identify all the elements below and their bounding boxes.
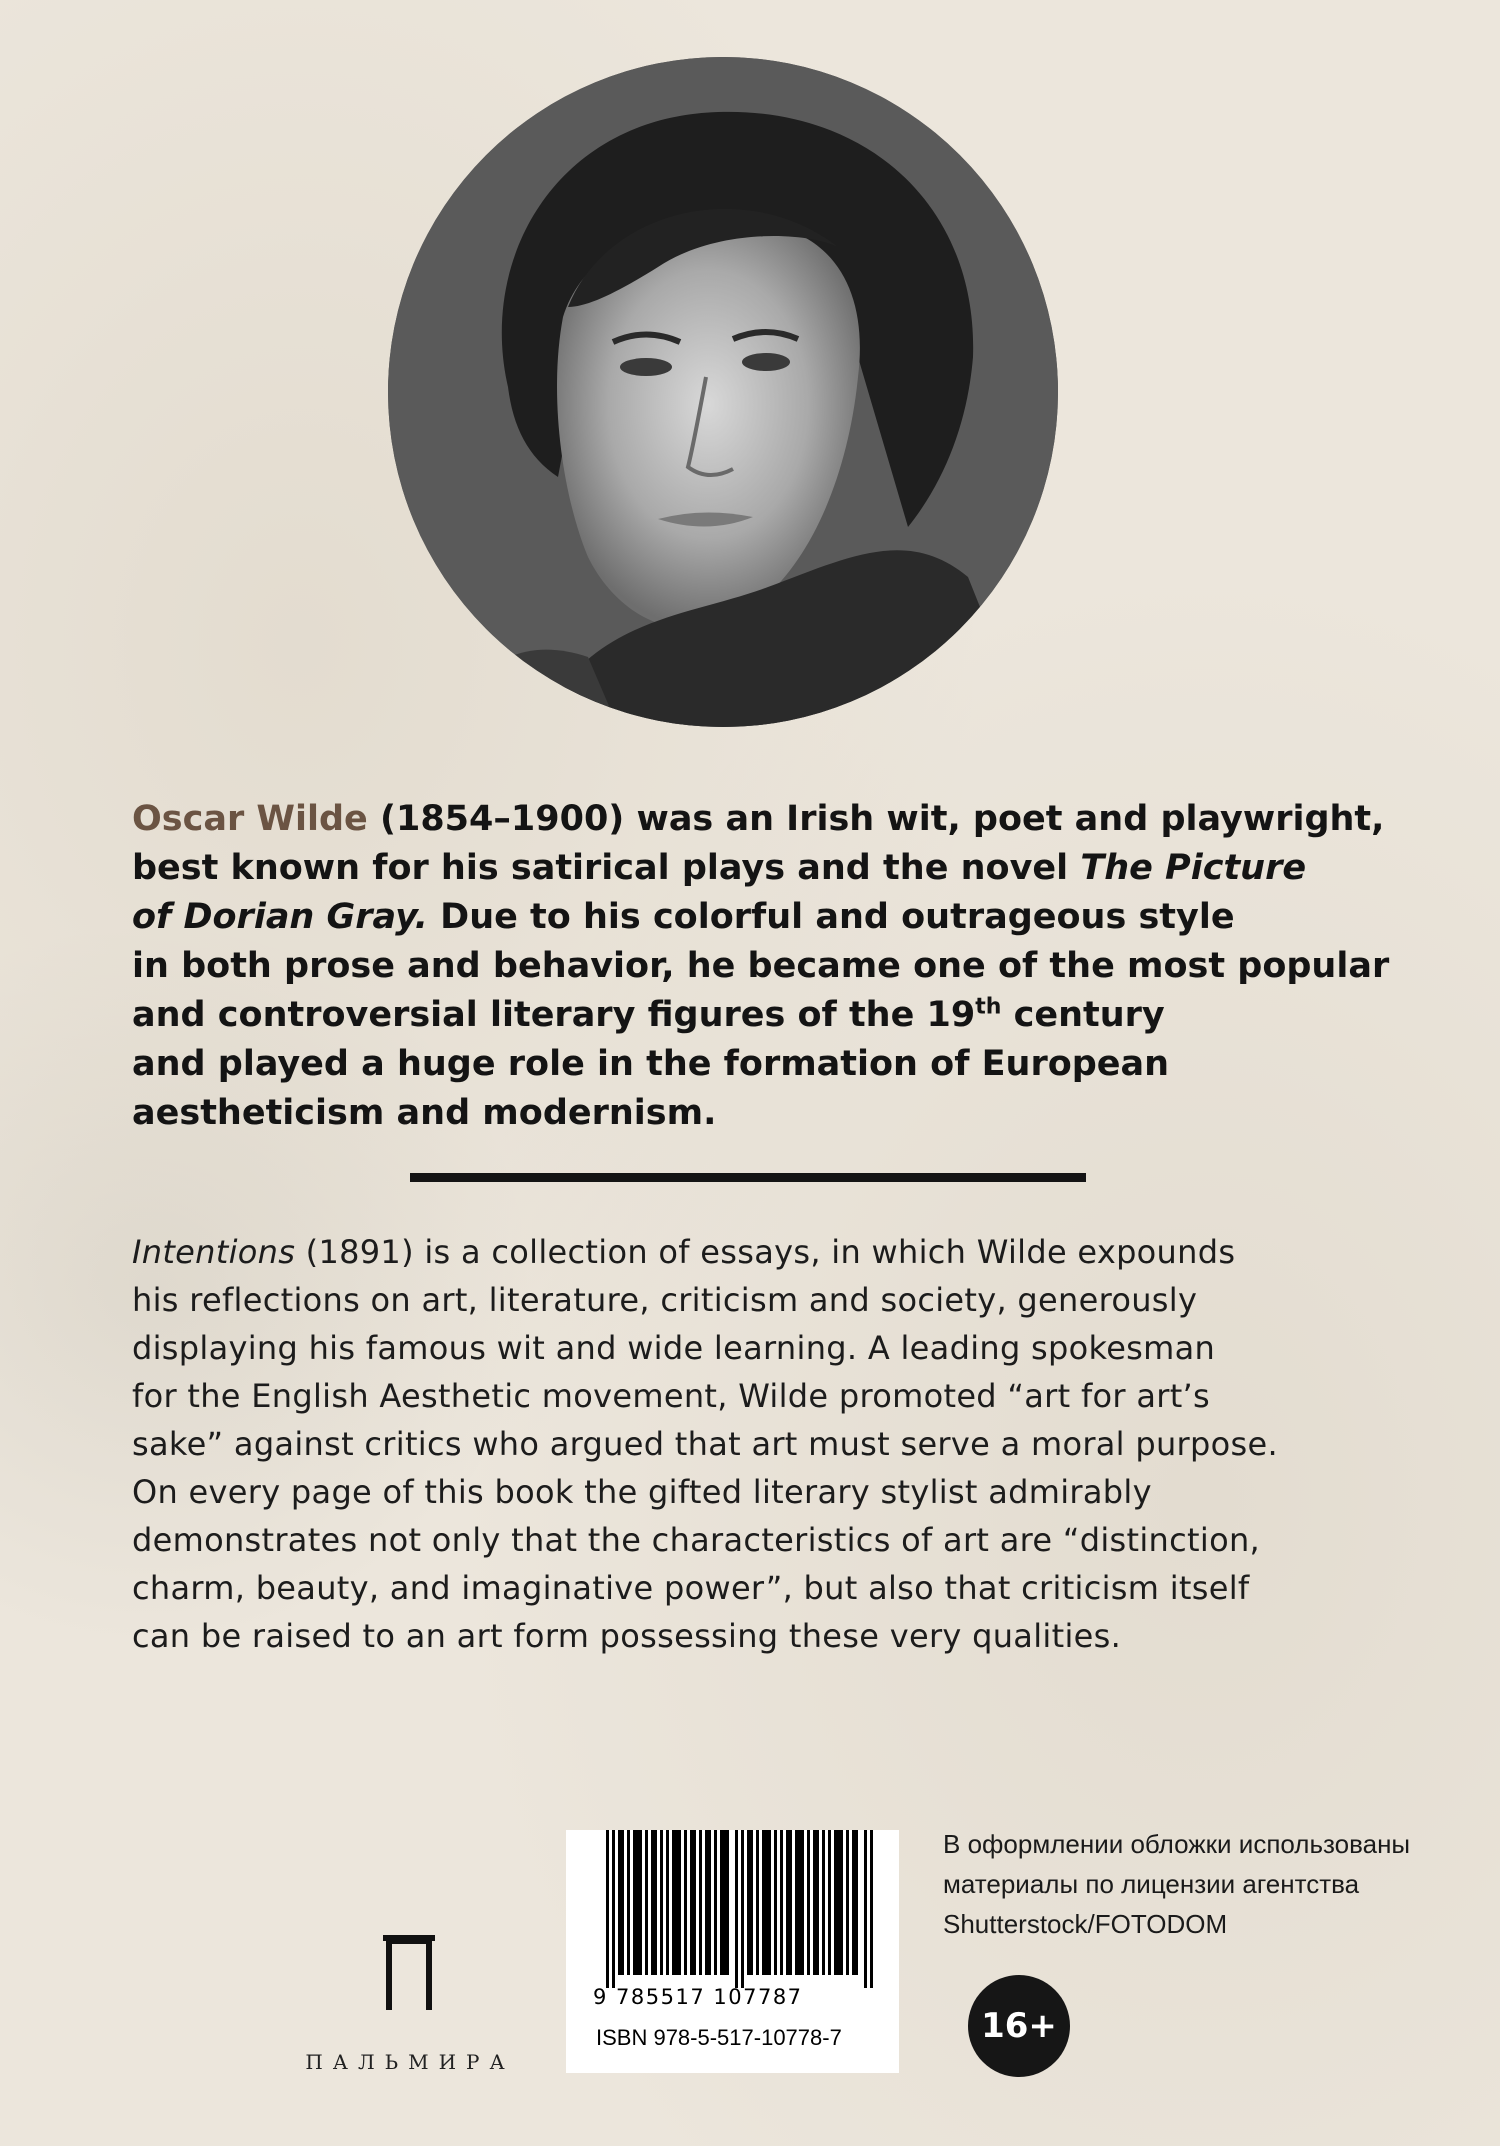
license-line: материалы по лицензии агентства bbox=[943, 1869, 1360, 1899]
license-line: Shutterstock/FOTODOM bbox=[943, 1909, 1228, 1939]
publisher-name: ПАЛЬМИРА bbox=[305, 2050, 515, 2074]
description-line: displaying his famous wit and wide learning. A leading spokesman bbox=[132, 1329, 1216, 1367]
barcode-digits: 9 785517 107787 bbox=[593, 1985, 803, 2009]
section-divider bbox=[410, 1173, 1086, 1182]
bio-line-2: best known for his satirical plays and the novel The Picture bbox=[132, 848, 1307, 888]
description-line: sake” against critics who argued that art must serve a moral purpose. bbox=[132, 1425, 1278, 1463]
p-letter-logo-icon bbox=[383, 1935, 435, 2010]
bio-line-7: aestheticism and modernism. bbox=[132, 1093, 717, 1133]
novel-title: of Dorian Gray. bbox=[132, 897, 428, 937]
license-note bbox=[943, 1824, 1463, 1944]
description-line: can be raised to an art form possessing these very qualities. bbox=[132, 1617, 1122, 1655]
portrait-photo bbox=[388, 57, 1058, 727]
book-description bbox=[132, 1228, 1432, 1660]
description-line: demonstrates not only that the characteristics of art are “distinction, bbox=[132, 1521, 1261, 1559]
ordinal-suffix: th bbox=[975, 994, 1002, 1020]
age-rating-badge: 16+ bbox=[968, 1975, 1070, 2077]
author-portrait bbox=[388, 57, 1058, 727]
isbn-number: ISBN 978-5-517-10778-7 bbox=[596, 2025, 842, 2050]
description-line: On every page of this book the gifted literary stylist admirably bbox=[132, 1473, 1152, 1511]
description-line: for the English Aesthetic movement, Wilde promoted “art for art’s bbox=[132, 1377, 1210, 1415]
book-title: Intentions bbox=[132, 1233, 296, 1271]
bio-line-3: of Dorian Gray. Due to his colorful and outrageous style bbox=[132, 897, 1235, 937]
bio-line-1: Oscar Wilde (1854–1900) was an Irish wit, poet and playwright, bbox=[132, 799, 1385, 839]
novel-title: The Picture bbox=[1080, 848, 1307, 888]
description-line: Intentions (1891) is a collection of essays, in which Wilde expounds bbox=[132, 1233, 1236, 1271]
description-line: charm, beauty, and imaginative power”, but also that criticism itself bbox=[132, 1569, 1250, 1607]
bio-line-4: in both prose and behavior, he became one of the most popular bbox=[132, 946, 1390, 986]
author-name: Oscar Wilde bbox=[132, 799, 368, 839]
bio-line-6: and played a huge role in the formation of European bbox=[132, 1044, 1170, 1084]
barcode bbox=[566, 1830, 899, 2073]
bio-line-5: and controversial literary figures of the 19th century bbox=[132, 994, 1165, 1035]
author-bio bbox=[132, 795, 1412, 1138]
barcode-bars bbox=[606, 1830, 876, 1988]
description-line: his reflections on art, literature, criticism and society, generously bbox=[132, 1281, 1198, 1319]
license-line: В оформлении обложки использованы bbox=[943, 1829, 1411, 1859]
